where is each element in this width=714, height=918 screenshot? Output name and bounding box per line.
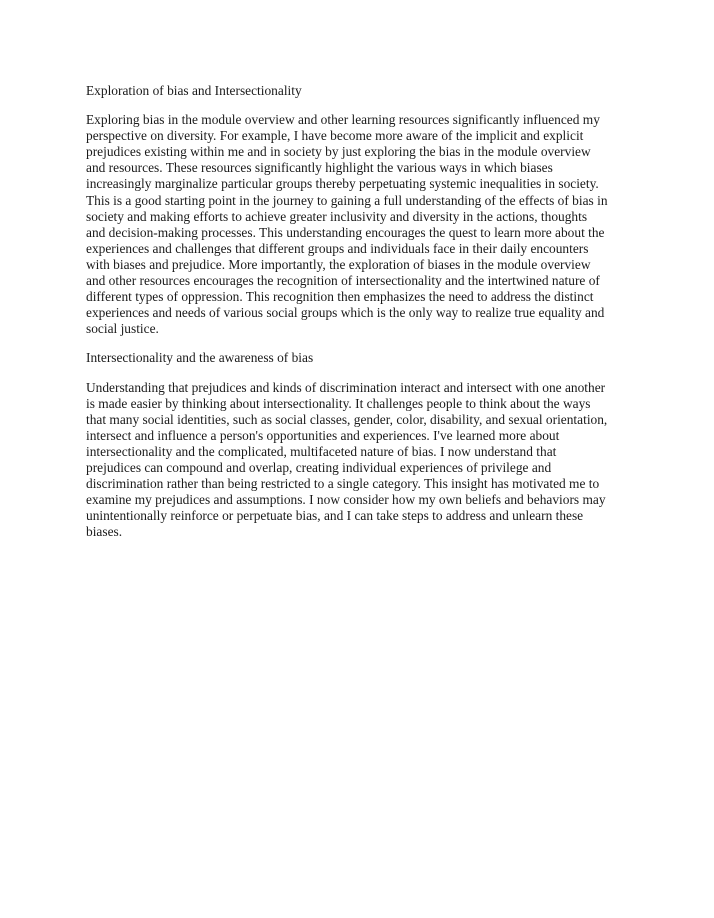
paragraph-line: perspective on diversity. For example, I have become more aware of the implicit and explicit (86, 128, 584, 144)
paragraph-line: discrimination rather than being restricted to a single category. This insight has motivated me to (86, 476, 600, 492)
paragraph-line: examine my prejudices and assumptions. I now consider how my own beliefs and behaviors may (86, 492, 606, 508)
paragraph-line: biases. (86, 524, 123, 540)
paragraph-line: unintentionally reinforce or perpetuate bias, and I can take steps to address and unlearn these (86, 508, 584, 524)
paragraph-line: Understanding that prejudices and kinds of discrimination interact and intersect with one another (86, 379, 606, 395)
paragraph-line: increasingly marginalize particular groups thereby perpetuating systemic inequalities in society. (86, 176, 599, 192)
paragraph-line: social justice. (86, 321, 159, 337)
section-heading: Intersectionality and the awareness of bias (86, 350, 314, 366)
section-paragraph (86, 380, 638, 541)
document-page (86, 83, 638, 553)
section-exploration-of-bias (86, 83, 638, 337)
section-paragraph (86, 112, 638, 337)
paragraph-line: Exploring bias in the module overview and other learning resources significantly influenced my (86, 112, 600, 128)
paragraph-line: intersect and influence a person's opportunities and experiences. I've learned more about (86, 427, 560, 443)
paragraph-line: prejudices can compound and overlap, creating individual experiences of privilege and (86, 459, 552, 475)
paragraph-line: society and making efforts to achieve greater inclusivity and diversity in the actions, thoughts (86, 208, 588, 224)
paragraph-line: experiences and challenges that different groups and individuals face in their daily encounters (86, 240, 589, 256)
paragraph-line: is made easier by thinking about intersectionality. It challenges people to think about the ways (86, 395, 591, 411)
paragraph-line: and decision-making processes. This understanding encourages the quest to learn more about the (86, 224, 605, 240)
paragraph-line: and other resources encourages the recognition of intersectionality and the intertwined nature of (86, 273, 600, 289)
paragraph-line: experiences and needs of various social groups which is the only way to realize true equality and (86, 305, 605, 321)
paragraph-line: prejudices existing within me and in society by just exploring the bias in the module overview (86, 144, 591, 160)
paragraph-line: This is a good starting point in the journey to gaining a full understanding of the effects of bias in (86, 192, 608, 208)
paragraph-line: intersectionality and the complicated, multifaceted nature of bias. I now understand that (86, 443, 557, 459)
paragraph-line: that many social identities, such as social classes, gender, color, disability, and sexual orientation, (86, 411, 608, 427)
paragraph-line: different types of oppression. This recognition then emphasizes the need to address the distinct (86, 289, 594, 305)
section-heading: Exploration of bias and Intersectionality (86, 83, 302, 98)
paragraph-line: and resources. These resources significantly highlight the various ways in which biases (86, 160, 553, 176)
paragraph-line: with biases and prejudice. More importantly, the exploration of biases in the module overview (86, 256, 591, 272)
section-intersectionality (86, 350, 638, 540)
